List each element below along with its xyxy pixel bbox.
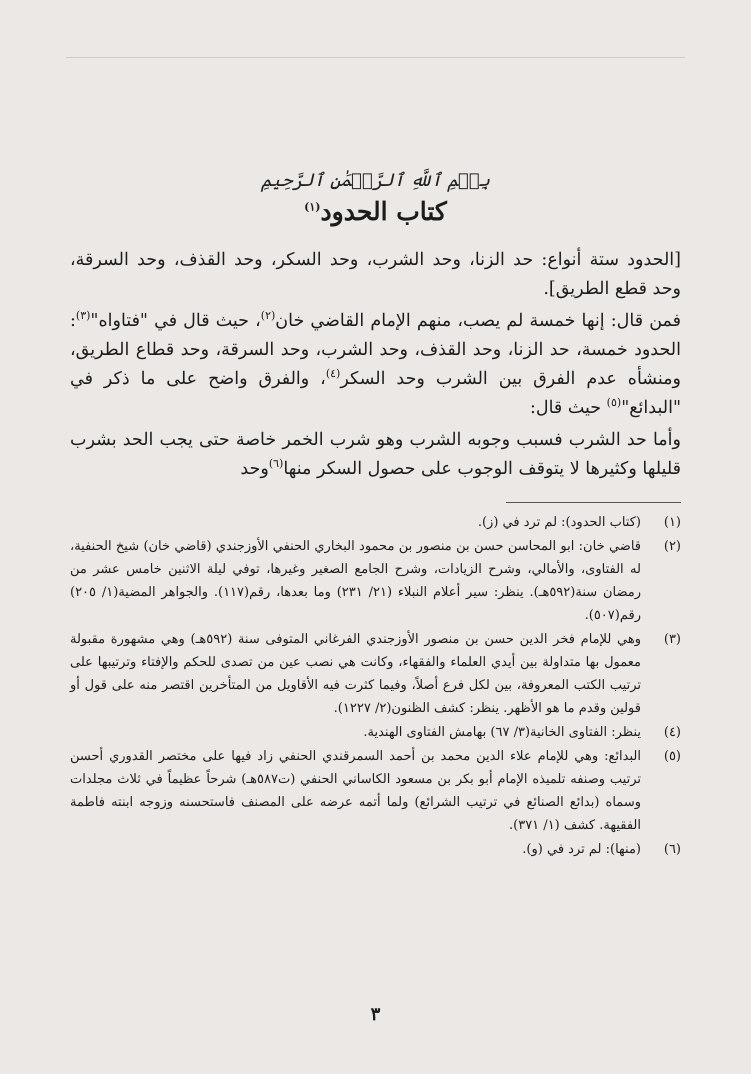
- paragraph-text: ، حيث قال في "فتاواه": [90, 311, 261, 331]
- footnote-number: (٦): [663, 842, 681, 857]
- footnote-mark: (٦): [268, 457, 284, 471]
- paragraph-text: : الحدود خمسة، حد الزنا، وحد القذف، وحد الشرب، وحد السرقة، وحد قطاع الطريق، ومنشأه عدم الفرق بين الشرب وحد السكر: [70, 311, 682, 389]
- footnote: [70, 745, 681, 837]
- basmala: بِسۡمِ ٱللَّهِ ٱلرَّحۡمَٰنِ ٱلرَّحِيمِ: [260, 170, 491, 191]
- chapter-title-text: كتاب الحدود: [320, 197, 447, 226]
- footnote-text: وهي للإمام فخر الدين حسن بن منصور الأوزجندي الفرغاني المتوفى سنة (٥٩٢هـ) وهي مشهورة مقبولة معمول بها متداولة بين أيدي العلماء والفقهاء، وكانت هي نصب عين من تصدى للحكم والإفتاء وترتيبها على ترتيب الكتب المعروفة، بين لكل فرع أصلاً، وفيما كثرت فيه الأقاويل من المتأخرين اقتصر منه على قول أو قولين وقدم ما هو الأظهر. ينظر: كشف الظنون(٢/ ١٢٢٧).: [70, 632, 641, 716]
- footnote-text: البدائع: وهي للإمام علاء الدين محمد بن أحمد السمرقندي الحنفي زاد فيها على مختصر القدوري أحسن ترتيب وصنفه تلميذه الإمام أبو بكر بن مسعود الكاساني الحنفي (ت٥٨٧هـ) شرحاً عظيماً في ثلاث مجلدات وسماه (بدائع الصنائع في ترتيب الشرائع) ولما أتمه عرضه على المصنف فاستحسنه وزوجه ابنته فاطمة الفقيهة. كشف (١/ ٣٧١).: [70, 749, 641, 833]
- paragraph-text: فمن قال: إنها خمسة لم يصب، منهم الإمام القاضي خان: [275, 311, 682, 331]
- paragraph-text: حيث قال:: [529, 398, 607, 418]
- footnote-number: (٤): [663, 725, 681, 740]
- footnote-mark: (٥): [606, 396, 622, 410]
- footnote: [70, 535, 681, 627]
- footnote-mark: (٤): [325, 367, 341, 381]
- footnote-number: (٥): [663, 749, 681, 764]
- footnote-mark: (١): [304, 200, 321, 214]
- body-paragraph: [70, 307, 681, 423]
- paragraph-text: [الحدود ستة أنواع: حد الزنا، وحد الشرب، وحد السكر، وحد القذف، وحد السرقة، وحد قطع الطريق].: [70, 250, 681, 299]
- footnote-number: (٢): [663, 539, 681, 554]
- footnote-text: (كتاب الحدود): لم ترد في (ز).: [477, 515, 641, 530]
- footnote: [70, 511, 681, 534]
- header-rule: [66, 57, 685, 58]
- paragraph-text: وحد: [240, 459, 269, 479]
- chapter-title: [70, 197, 681, 226]
- footnote-mark: (٢): [260, 309, 276, 323]
- body-paragraph: [70, 246, 681, 304]
- footnote-text: ينظر: الفتاوى الخانية(٣/ ٦٧) بهامش الفتاوى الهندية.: [363, 725, 641, 740]
- footnote-separator: [506, 502, 681, 503]
- page-content: [70, 170, 681, 862]
- footnote-number: (٣): [663, 632, 681, 647]
- footnote: [70, 628, 681, 720]
- paragraph-text: وأما حد الشرب فسبب وجوبه الشرب وهو شرب الخمر خاصة حتى يجب الحد بشرب قليلها وكثيرها لا يتوقف الوجوب على حصول السكر منها: [70, 430, 681, 479]
- footnote-text: قاضي خان: ابو المحاسن حسن بن منصور بن محمود البخاري الحنفي الأوزجندي (قاضي خان) شيخ الحنفية، له الفتاوى، والأمالي، وشرح الزيادات، وشرح الجامع الصغير وغيرها، توفي ليلة الاثنين خامس عشر من رمضان سنة(٥٩٢هـ). ينظر: سير أعلام النبلاء (٢١/ ٢٣١) وما بعدها، رقم(١١٧). والجواهر المضية(١/ ٢٠٥) رقم(٥٠٧).: [70, 539, 642, 623]
- paragraph-text: ، والفرق واضح على ما ذكر في "البدائع": [70, 369, 681, 418]
- footnote-mark: (٣): [75, 309, 91, 323]
- page-number: ٣: [370, 1004, 381, 1025]
- footnote: [70, 721, 681, 744]
- body-paragraph: [70, 426, 681, 484]
- footnote-text: (منها): لم ترد في (و).: [522, 842, 641, 857]
- footnote: [70, 838, 681, 861]
- footnote-number: (١): [663, 515, 681, 530]
